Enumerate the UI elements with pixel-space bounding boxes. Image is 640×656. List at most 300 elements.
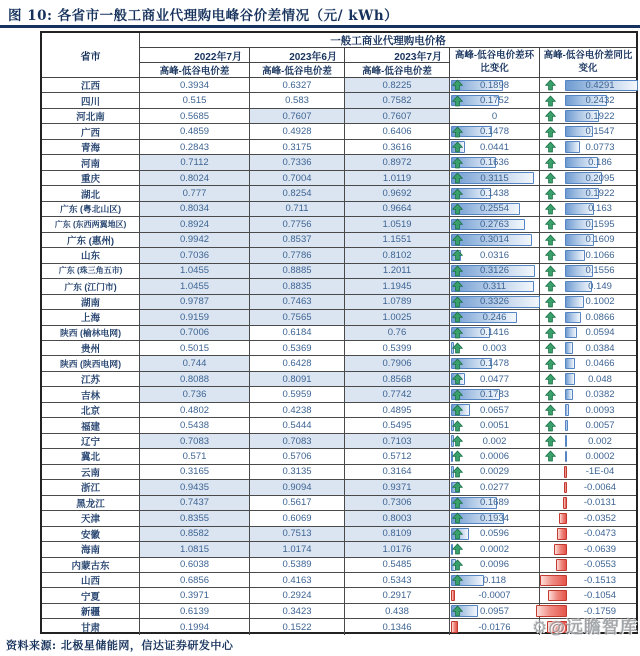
value-cell xyxy=(345,511,450,525)
yoy-cell xyxy=(540,496,636,510)
value-text: 0.8024 xyxy=(179,172,210,184)
value-text: 0.8102 xyxy=(382,249,412,261)
province-cell: 吉林 xyxy=(42,387,140,401)
yoy-cell xyxy=(540,403,636,417)
watermark-gear-icon: ⚙ xyxy=(532,618,549,637)
province-cell: 冀北 xyxy=(42,449,140,463)
value-text: 0.8537 xyxy=(282,234,312,246)
mom-text: -0.0176 xyxy=(478,621,511,633)
mom-text: 0.3115 xyxy=(480,172,509,184)
value-text: 0.1346 xyxy=(382,621,412,633)
up-arrow-icon xyxy=(452,559,463,570)
value-text: 0.5015 xyxy=(179,342,210,354)
province-cell: 广东 (东西两翼地区) xyxy=(42,217,140,231)
value-text: 0.3165 xyxy=(179,466,210,478)
value-cell xyxy=(140,588,250,602)
yoy-cell xyxy=(540,140,636,154)
yoy-text: 0.0866 xyxy=(585,311,615,323)
value-text: 0.5438 xyxy=(179,420,210,432)
value-text: 0.5399 xyxy=(382,342,412,354)
value-text: 0.515 xyxy=(182,95,207,107)
mom-text: 0.1636 xyxy=(479,157,510,169)
value-text: 1.0519 xyxy=(382,218,412,230)
up-arrow-icon xyxy=(545,95,556,106)
value-cell xyxy=(345,171,450,185)
yoy-text: 0.1595 xyxy=(585,218,615,230)
value-text: 0.7582 xyxy=(382,95,412,107)
province-cell: 江西 xyxy=(42,78,140,92)
value-cell xyxy=(140,604,250,618)
table-row xyxy=(42,387,636,402)
value-text: 0.438 xyxy=(385,605,409,617)
value-cell xyxy=(140,264,250,278)
mom-text: 0.1934 xyxy=(479,512,510,524)
value-text: 0.5685 xyxy=(179,110,210,122)
mom-text: 0.1898 xyxy=(479,79,510,91)
yoy-text: 0.0382 xyxy=(585,389,615,401)
yoy-text: -0.0639 xyxy=(583,543,617,555)
value-text: 0.8109 xyxy=(382,528,412,540)
up-arrow-icon xyxy=(545,451,556,462)
value-text: 0.5495 xyxy=(382,420,412,432)
yoy-cell xyxy=(540,217,636,231)
up-arrow-icon xyxy=(452,80,463,91)
up-arrow-icon xyxy=(545,281,556,292)
up-arrow-icon xyxy=(545,358,556,369)
yoy-text: -1E-04 xyxy=(585,466,615,478)
value-cell xyxy=(345,109,450,123)
mom-text: -0.0007 xyxy=(478,590,511,602)
table-row xyxy=(42,310,636,325)
up-arrow-icon xyxy=(545,188,556,199)
province-cell: 宁夏 xyxy=(42,588,140,602)
value-text: 0.8088 xyxy=(179,373,210,385)
mom-cell xyxy=(450,310,540,324)
table-row xyxy=(42,186,636,201)
table-row xyxy=(42,511,636,526)
yoy-cell xyxy=(540,202,636,216)
up-arrow-icon xyxy=(452,219,463,230)
value-cell xyxy=(250,171,345,185)
yoy-cell xyxy=(540,387,636,401)
up-arrow-icon xyxy=(452,575,463,586)
yoy-text: 0.0093 xyxy=(585,404,615,416)
up-arrow-icon xyxy=(545,312,556,323)
mom-negative-bar xyxy=(451,621,458,633)
value-text: 0.3175 xyxy=(282,141,312,153)
table-row xyxy=(42,295,636,310)
value-text: 0.5444 xyxy=(282,420,312,432)
mom-cell xyxy=(450,341,540,355)
mom-text: 0.3014 xyxy=(479,234,510,246)
up-arrow-icon xyxy=(452,327,463,338)
mom-text: 0.1689 xyxy=(479,497,510,509)
mom-cell xyxy=(450,248,540,262)
title-divider xyxy=(0,25,640,28)
mom-cell xyxy=(450,496,540,510)
mom-cell xyxy=(450,418,540,432)
up-arrow-icon xyxy=(545,250,556,261)
mom-cell xyxy=(450,78,540,92)
up-arrow-icon xyxy=(452,343,463,354)
value-cell xyxy=(345,295,450,309)
value-text: 0.8003 xyxy=(382,512,412,524)
mom-text: 0.3326 xyxy=(479,296,510,308)
yoy-cell xyxy=(540,78,636,92)
yoy-cell xyxy=(540,542,636,556)
value-cell xyxy=(250,109,345,123)
yoy-cell xyxy=(540,372,636,386)
mom-cell xyxy=(450,186,540,200)
yoy-text: -0.0473 xyxy=(583,528,617,540)
yoy-text: 0.1547 xyxy=(585,126,615,138)
value-cell xyxy=(140,233,250,247)
value-text: 1.2011 xyxy=(382,265,412,277)
value-text: 0.3971 xyxy=(179,590,210,602)
province-cell: 甘肃 xyxy=(42,619,140,634)
value-cell xyxy=(250,511,345,525)
up-arrow-icon xyxy=(452,95,463,106)
mom-cell xyxy=(450,558,540,572)
province-cell: 天津 xyxy=(42,511,140,525)
province-cell: 贵州 xyxy=(42,341,140,355)
up-arrow-icon xyxy=(545,296,556,307)
up-arrow-icon xyxy=(452,544,463,555)
value-cell xyxy=(250,418,345,432)
yoy-cell xyxy=(540,588,636,602)
value-cell xyxy=(250,310,345,324)
mom-text: 0.1478 xyxy=(479,358,510,370)
province-cell: 江苏 xyxy=(42,372,140,386)
value-cell xyxy=(140,511,250,525)
up-arrow-icon xyxy=(452,250,463,261)
value-text: 0.8225 xyxy=(382,79,412,91)
value-text: 0.9942 xyxy=(179,234,210,246)
value-cell xyxy=(345,310,450,324)
value-cell xyxy=(345,403,450,417)
value-cell xyxy=(250,341,345,355)
value-text: 0.9664 xyxy=(382,203,412,215)
province-cell: 海南 xyxy=(42,542,140,556)
yoy-text: 0.4291 xyxy=(585,79,615,91)
yoy-text: 0.1066 xyxy=(585,249,615,261)
value-cell xyxy=(345,356,450,370)
value-text: 0.6069 xyxy=(282,512,312,524)
province-cell: 新疆 xyxy=(42,604,140,618)
value-text: 0.4928 xyxy=(282,126,312,138)
value-cell xyxy=(250,248,345,262)
mom-cell xyxy=(450,356,540,370)
up-arrow-icon xyxy=(545,327,556,338)
yoy-text: -0.0064 xyxy=(583,481,617,493)
value-text: 0.736 xyxy=(182,389,207,401)
value-text: 0.8568 xyxy=(382,373,412,385)
value-cell xyxy=(140,279,250,293)
value-cell xyxy=(250,124,345,138)
value-text: 0.7463 xyxy=(282,296,312,308)
up-arrow-icon xyxy=(545,234,556,245)
value-cell xyxy=(250,588,345,602)
up-arrow-icon xyxy=(452,374,463,385)
province-cell: 浙江 xyxy=(42,480,140,494)
mom-text: 0.0441 xyxy=(479,141,510,153)
value-text: 0.3135 xyxy=(282,466,312,478)
header-period-2022-07: 2022年7月 xyxy=(140,48,250,63)
table-row xyxy=(42,341,636,356)
value-cell xyxy=(140,155,250,169)
table-row xyxy=(42,279,636,294)
up-arrow-icon xyxy=(452,296,463,307)
up-arrow-icon xyxy=(452,265,463,276)
value-text: 0.4859 xyxy=(179,126,210,138)
value-text: 0.8034 xyxy=(179,203,210,215)
province-cell: 广东 (惠州) xyxy=(42,233,140,247)
value-text: 0.7083 xyxy=(179,435,210,447)
value-cell xyxy=(250,434,345,448)
value-text: 0.9435 xyxy=(179,481,210,493)
yoy-text: 0.1922 xyxy=(585,188,615,200)
value-text: 0.8972 xyxy=(382,157,412,169)
up-arrow-icon xyxy=(452,188,463,199)
figure-title: 图 10: 各省市一般工商业代理购电峰谷价差情况（元/ kWh） xyxy=(8,8,399,24)
value-text: 0.711 xyxy=(285,203,309,215)
table-row xyxy=(42,434,636,449)
yoy-cell xyxy=(540,465,636,479)
value-cell xyxy=(345,372,450,386)
mom-cell xyxy=(450,233,540,247)
province-cell: 广东 (江门市) xyxy=(42,279,140,293)
header-yoy-change: 高峰-低谷电价差同比变化 xyxy=(539,48,636,78)
value-cell xyxy=(140,434,250,448)
value-cell xyxy=(250,279,345,293)
mom-text: 0.1783 xyxy=(479,389,510,401)
value-cell xyxy=(140,480,250,494)
province-cell: 湖南 xyxy=(42,295,140,309)
mom-text: 0.2763 xyxy=(479,218,510,230)
table-body xyxy=(42,78,636,635)
mom-cell xyxy=(450,511,540,525)
province-cell: 河北南 xyxy=(42,109,140,123)
value-text: 0.7513 xyxy=(282,528,312,540)
watermark-text: @远瞻智库 xyxy=(548,618,638,637)
value-cell xyxy=(250,217,345,231)
table-row xyxy=(42,403,636,418)
mom-cell xyxy=(450,202,540,216)
province-cell: 陕西 (榆林电网) xyxy=(42,326,140,340)
yoy-text: -0.1054 xyxy=(583,590,617,602)
mom-cell xyxy=(450,295,540,309)
yoy-cell xyxy=(540,233,636,247)
yoy-text: 0.0384 xyxy=(585,342,615,354)
mom-text: 0.002 xyxy=(482,435,507,447)
yoy-cell xyxy=(540,109,636,123)
value-cell xyxy=(140,295,250,309)
up-arrow-icon xyxy=(545,111,556,122)
yoy-text: -0.0352 xyxy=(583,512,617,524)
value-cell xyxy=(140,248,250,262)
value-cell xyxy=(250,202,345,216)
province-cell: 湖北 xyxy=(42,186,140,200)
value-cell xyxy=(345,202,450,216)
value-cell xyxy=(140,326,250,340)
province-cell: 青海 xyxy=(42,140,140,154)
value-text: 0.8885 xyxy=(282,265,312,277)
value-cell xyxy=(140,217,250,231)
value-text: 0.2917 xyxy=(382,590,412,602)
up-arrow-icon xyxy=(452,281,463,292)
up-arrow-icon xyxy=(452,126,463,137)
mom-cell xyxy=(450,527,540,541)
province-cell: 广西 xyxy=(42,124,140,138)
mom-text: 0.0002 xyxy=(479,543,510,555)
mom-text: 0 xyxy=(491,110,498,122)
value-cell xyxy=(345,434,450,448)
yoy-cell xyxy=(540,124,636,138)
mom-text: 0.0957 xyxy=(479,605,510,617)
table-row xyxy=(42,542,636,557)
header-period-2023-06: 2023年6月 xyxy=(250,48,345,63)
value-cell xyxy=(140,356,250,370)
value-text: 1.0815 xyxy=(179,543,210,555)
mom-cell xyxy=(450,573,540,587)
province-cell: 广东 (粤北山区) xyxy=(42,202,140,216)
value-cell xyxy=(250,78,345,92)
value-cell xyxy=(140,140,250,154)
header-sub-2: 高峰-低谷电价差 xyxy=(250,63,345,78)
value-cell xyxy=(250,527,345,541)
header-period-2023-07: 2023年7月 xyxy=(345,48,450,63)
value-cell xyxy=(140,372,250,386)
value-text: 0.4238 xyxy=(282,404,312,416)
header-mom-change: 高峰-低谷电价差环比变化 xyxy=(449,48,540,78)
value-cell xyxy=(345,604,450,618)
value-text: 0.6327 xyxy=(282,79,312,91)
value-text: 0.7112 xyxy=(180,157,209,169)
value-cell xyxy=(345,155,450,169)
yoy-text: 0.1556 xyxy=(585,265,615,277)
table-header xyxy=(42,33,636,78)
value-text: 0.5712 xyxy=(382,450,412,462)
mom-cell xyxy=(450,387,540,401)
value-cell xyxy=(345,78,450,92)
yoy-cell xyxy=(540,418,636,432)
header-province: 省市 xyxy=(42,33,140,78)
value-cell xyxy=(140,573,250,587)
province-cell: 福建 xyxy=(42,418,140,432)
value-cell xyxy=(140,449,250,463)
yoy-cell xyxy=(540,310,636,324)
mom-text: 0.0477 xyxy=(479,373,510,385)
mom-text: 0.0006 xyxy=(479,450,510,462)
value-text: 0.8924 xyxy=(179,218,210,230)
value-cell xyxy=(250,233,345,247)
up-arrow-icon xyxy=(452,312,463,323)
yoy-text: 0.1609 xyxy=(585,234,615,246)
up-arrow-icon xyxy=(545,343,556,354)
up-arrow-icon xyxy=(545,405,556,416)
value-text: 0.3164 xyxy=(382,466,412,478)
value-cell xyxy=(345,186,450,200)
yoy-text: 0.1002 xyxy=(585,296,615,308)
value-text: 0.7004 xyxy=(282,172,312,184)
value-cell xyxy=(140,542,250,556)
up-arrow-icon xyxy=(545,374,556,385)
value-cell xyxy=(140,387,250,401)
value-text: 0.8355 xyxy=(179,512,210,524)
value-cell xyxy=(345,496,450,510)
value-text: 0.7336 xyxy=(282,157,312,169)
value-cell xyxy=(250,186,345,200)
province-cell: 山东 xyxy=(42,248,140,262)
up-arrow-icon xyxy=(545,173,556,184)
up-arrow-icon xyxy=(545,80,556,91)
mom-text: 0.0096 xyxy=(479,559,510,571)
mom-cell xyxy=(450,372,540,386)
value-text: 0.744 xyxy=(182,358,207,370)
yoy-text: 0.163 xyxy=(588,203,612,215)
value-text: 0.9094 xyxy=(282,481,312,493)
value-text: 0.1994 xyxy=(179,621,210,633)
yoy-negative-bar xyxy=(540,575,567,586)
value-cell xyxy=(140,78,250,92)
mom-text: 0.0596 xyxy=(479,528,510,540)
value-text: 0.7786 xyxy=(282,249,312,261)
mom-text: 0.0657 xyxy=(479,404,510,416)
province-cell: 辽宁 xyxy=(42,434,140,448)
yoy-cell xyxy=(540,449,636,463)
value-text: 0.6428 xyxy=(282,358,312,370)
value-text: 0.9159 xyxy=(179,311,210,323)
mom-cell xyxy=(450,542,540,556)
value-text: 0.6184 xyxy=(282,327,312,339)
province-cell: 四川 xyxy=(42,93,140,107)
mom-text: 0.1416 xyxy=(479,327,510,339)
value-text: 0.7006 xyxy=(179,327,210,339)
yoy-text: 0.2095 xyxy=(585,172,615,184)
up-arrow-icon xyxy=(545,203,556,214)
mom-text: 0.118 xyxy=(482,574,507,586)
value-text: 0.9692 xyxy=(382,188,412,200)
province-cell: 安徽 xyxy=(42,527,140,541)
yoy-cell xyxy=(540,295,636,309)
table-row xyxy=(42,449,636,464)
table-row xyxy=(42,326,636,341)
yoy-cell xyxy=(540,155,636,169)
value-cell xyxy=(250,542,345,556)
up-arrow-icon xyxy=(545,157,556,168)
mom-text: 0.0277 xyxy=(479,481,510,493)
yoy-text: -0.1513 xyxy=(583,574,617,586)
value-cell xyxy=(140,403,250,417)
value-cell xyxy=(140,93,250,107)
value-cell xyxy=(345,264,450,278)
mom-cell xyxy=(450,619,540,634)
value-text: 0.6038 xyxy=(179,559,210,571)
value-cell xyxy=(250,155,345,169)
value-text: 0.7565 xyxy=(282,311,312,323)
value-cell xyxy=(345,418,450,432)
yoy-text: 0.0466 xyxy=(585,358,615,370)
value-cell xyxy=(140,527,250,541)
value-text: 0.5369 xyxy=(282,342,312,354)
value-cell xyxy=(250,264,345,278)
value-text: 0.4163 xyxy=(282,574,312,586)
value-text: 0.583 xyxy=(285,95,309,107)
value-cell xyxy=(345,480,450,494)
value-cell xyxy=(345,588,450,602)
up-arrow-icon xyxy=(545,265,556,276)
value-text: 0.4895 xyxy=(382,404,412,416)
